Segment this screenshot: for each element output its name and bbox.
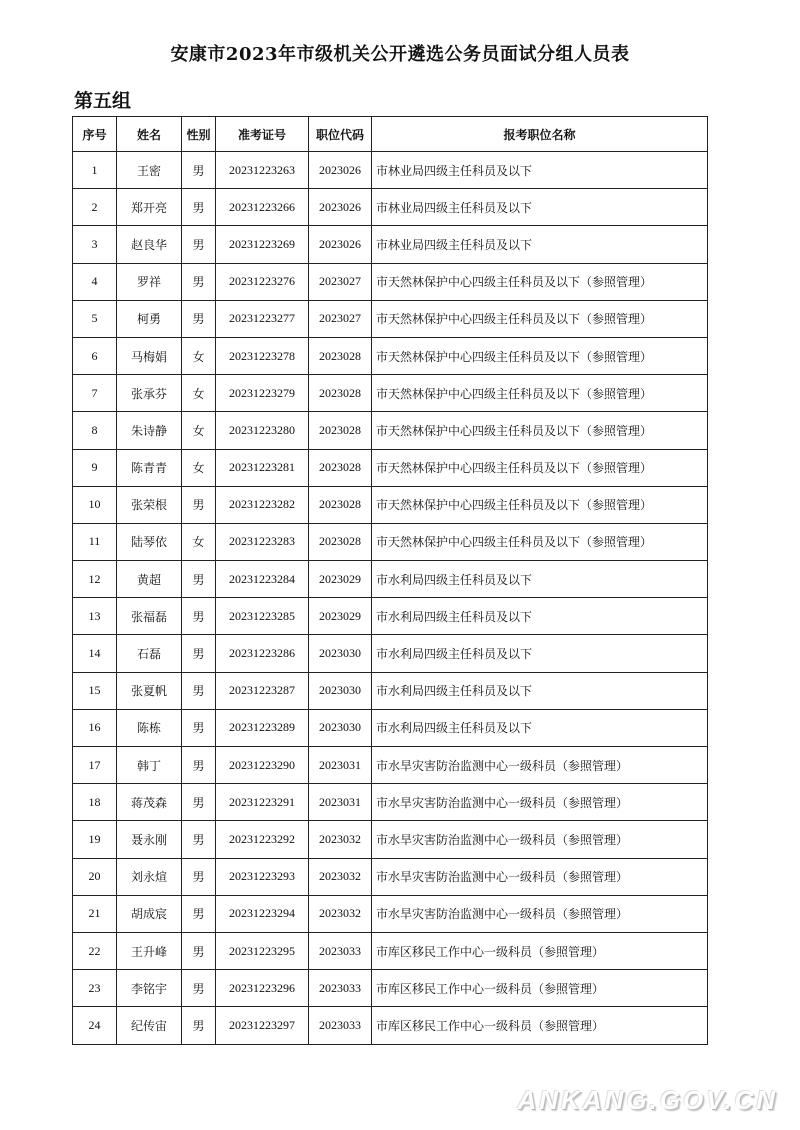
cell-index: 16	[73, 709, 117, 746]
cell-name: 张承芬	[117, 375, 182, 412]
cell-exam-id: 20231223294	[216, 895, 309, 932]
cell-position-name: 市天然林保护中心四级主任科员及以下（参照管理）	[372, 263, 708, 300]
cell-exam-id: 20231223266	[216, 189, 309, 226]
cell-gender: 男	[182, 932, 216, 969]
cell-gender: 男	[182, 635, 216, 672]
cell-index: 1	[73, 152, 117, 189]
cell-position-name: 市库区移民工作中心一级科员（参照管理）	[372, 1007, 708, 1044]
cell-index: 20	[73, 858, 117, 895]
cell-exam-id: 20231223263	[216, 152, 309, 189]
header-index: 序号	[73, 117, 117, 152]
cell-position-name: 市水旱灾害防治监测中心一级科员（参照管理）	[372, 821, 708, 858]
table-row	[73, 337, 708, 374]
cell-position-code: 2023028	[309, 375, 372, 412]
cell-name: 张夏帆	[117, 672, 182, 709]
cell-name: 王升峰	[117, 932, 182, 969]
cell-position-name: 市库区移民工作中心一级科员（参照管理）	[372, 932, 708, 969]
cell-exam-id: 20231223282	[216, 486, 309, 523]
cell-position-code: 2023028	[309, 412, 372, 449]
cell-position-code: 2023028	[309, 337, 372, 374]
cell-exam-id: 20231223287	[216, 672, 309, 709]
cell-index: 22	[73, 932, 117, 969]
cell-position-code: 2023032	[309, 858, 372, 895]
cell-name: 蒋茂森	[117, 784, 182, 821]
cell-gender: 男	[182, 970, 216, 1007]
table-row	[73, 747, 708, 784]
cell-gender: 男	[182, 895, 216, 932]
table-row	[73, 226, 708, 263]
table-body	[73, 152, 708, 1045]
header-name: 姓名	[117, 117, 182, 152]
cell-gender: 女	[182, 337, 216, 374]
cell-index: 21	[73, 895, 117, 932]
cell-name: 王密	[117, 152, 182, 189]
cell-index: 9	[73, 449, 117, 486]
cell-gender: 男	[182, 189, 216, 226]
cell-name: 陈栋	[117, 709, 182, 746]
cell-name: 韩丁	[117, 747, 182, 784]
page-title: 安康市2023年市级机关公开遴选公务员面试分组人员表	[170, 44, 630, 65]
cell-name: 赵良华	[117, 226, 182, 263]
cell-name: 胡成宸	[117, 895, 182, 932]
cell-gender: 男	[182, 1007, 216, 1044]
cell-name: 黄超	[117, 561, 182, 598]
table-row	[73, 300, 708, 337]
table-row	[73, 486, 708, 523]
cell-exam-id: 20231223291	[216, 784, 309, 821]
table-row	[73, 523, 708, 560]
cell-index: 5	[73, 300, 117, 337]
table-row	[73, 263, 708, 300]
cell-exam-id: 20231223277	[216, 300, 309, 337]
cell-exam-id: 20231223285	[216, 598, 309, 635]
cell-gender: 男	[182, 561, 216, 598]
table-row	[73, 709, 708, 746]
cell-exam-id: 20231223269	[216, 226, 309, 263]
table-row	[73, 932, 708, 969]
cell-name: 马梅娟	[117, 337, 182, 374]
cell-position-name: 市水利局四级主任科员及以下	[372, 598, 708, 635]
cell-exam-id: 20231223276	[216, 263, 309, 300]
cell-name: 石磊	[117, 635, 182, 672]
cell-name: 陆琴依	[117, 523, 182, 560]
cell-name: 罗祥	[117, 263, 182, 300]
cell-gender: 男	[182, 598, 216, 635]
cell-position-code: 2023032	[309, 821, 372, 858]
group-heading: 第五组	[74, 90, 132, 112]
cell-gender: 男	[182, 486, 216, 523]
cell-position-name: 市水旱灾害防治监测中心一级科员（参照管理）	[372, 747, 708, 784]
cell-position-name: 市水利局四级主任科员及以下	[372, 672, 708, 709]
cell-position-code: 2023030	[309, 672, 372, 709]
cell-exam-id: 20231223283	[216, 523, 309, 560]
cell-gender: 男	[182, 821, 216, 858]
cell-gender: 男	[182, 709, 216, 746]
cell-position-code: 2023030	[309, 709, 372, 746]
cell-gender: 男	[182, 784, 216, 821]
table-row	[73, 375, 708, 412]
cell-position-code: 2023026	[309, 152, 372, 189]
cell-gender: 女	[182, 375, 216, 412]
cell-position-name: 市水旱灾害防治监测中心一级科员（参照管理）	[372, 895, 708, 932]
table-row	[73, 858, 708, 895]
cell-name: 张福磊	[117, 598, 182, 635]
table-row	[73, 784, 708, 821]
cell-exam-id: 20231223297	[216, 1007, 309, 1044]
cell-position-name: 市水旱灾害防治监测中心一级科员（参照管理）	[372, 784, 708, 821]
cell-position-code: 2023026	[309, 189, 372, 226]
header-position-code: 职位代码	[309, 117, 372, 152]
cell-position-code: 2023028	[309, 486, 372, 523]
cell-gender: 男	[182, 747, 216, 784]
personnel-table	[72, 116, 708, 1045]
cell-position-code: 2023029	[309, 598, 372, 635]
cell-gender: 男	[182, 672, 216, 709]
cell-position-code: 2023027	[309, 263, 372, 300]
cell-index: 11	[73, 523, 117, 560]
cell-index: 23	[73, 970, 117, 1007]
cell-position-name: 市天然林保护中心四级主任科员及以下（参照管理）	[372, 486, 708, 523]
cell-index: 2	[73, 189, 117, 226]
cell-position-name: 市天然林保护中心四级主任科员及以下（参照管理）	[372, 449, 708, 486]
cell-exam-id: 20231223289	[216, 709, 309, 746]
cell-exam-id: 20231223295	[216, 932, 309, 969]
table-row	[73, 598, 708, 635]
cell-index: 17	[73, 747, 117, 784]
cell-position-code: 2023033	[309, 1007, 372, 1044]
table-row	[73, 189, 708, 226]
cell-gender: 女	[182, 523, 216, 560]
cell-position-name: 市水旱灾害防治监测中心一级科员（参照管理）	[372, 858, 708, 895]
cell-name: 纪传宙	[117, 1007, 182, 1044]
cell-exam-id: 20231223292	[216, 821, 309, 858]
cell-index: 10	[73, 486, 117, 523]
cell-gender: 女	[182, 412, 216, 449]
cell-name: 陈青青	[117, 449, 182, 486]
cell-position-name: 市天然林保护中心四级主任科员及以下（参照管理）	[372, 412, 708, 449]
cell-position-name: 市天然林保护中心四级主任科员及以下（参照管理）	[372, 375, 708, 412]
cell-position-name: 市林业局四级主任科员及以下	[372, 189, 708, 226]
cell-exam-id: 20231223296	[216, 970, 309, 1007]
cell-position-code: 2023028	[309, 523, 372, 560]
table-row	[73, 672, 708, 709]
cell-index: 7	[73, 375, 117, 412]
cell-exam-id: 20231223280	[216, 412, 309, 449]
cell-exam-id: 20231223284	[216, 561, 309, 598]
cell-exam-id: 20231223286	[216, 635, 309, 672]
cell-position-name: 市库区移民工作中心一级科员（参照管理）	[372, 970, 708, 1007]
cell-gender: 男	[182, 300, 216, 337]
cell-exam-id: 20231223290	[216, 747, 309, 784]
table-row	[73, 449, 708, 486]
cell-gender: 男	[182, 152, 216, 189]
cell-position-name: 市林业局四级主任科员及以下	[372, 152, 708, 189]
cell-position-name: 市水利局四级主任科员及以下	[372, 709, 708, 746]
cell-name: 朱诗静	[117, 412, 182, 449]
cell-exam-id: 20231223293	[216, 858, 309, 895]
cell-exam-id: 20231223281	[216, 449, 309, 486]
cell-index: 3	[73, 226, 117, 263]
cell-position-code: 2023031	[309, 747, 372, 784]
cell-name: 郑开亮	[117, 189, 182, 226]
cell-position-name: 市天然林保护中心四级主任科员及以下（参照管理）	[372, 523, 708, 560]
cell-position-code: 2023031	[309, 784, 372, 821]
cell-index: 13	[73, 598, 117, 635]
cell-position-code: 2023032	[309, 895, 372, 932]
cell-position-name: 市天然林保护中心四级主任科员及以下（参照管理）	[372, 300, 708, 337]
site-watermark: ANKANG.GOV.CN	[517, 1085, 778, 1115]
cell-name: 柯勇	[117, 300, 182, 337]
cell-gender: 男	[182, 858, 216, 895]
cell-index: 4	[73, 263, 117, 300]
header-exam-id: 准考证号	[216, 117, 309, 152]
table-row	[73, 895, 708, 932]
cell-index: 12	[73, 561, 117, 598]
cell-gender: 男	[182, 226, 216, 263]
header-position-name: 报考职位名称	[372, 117, 708, 152]
cell-gender: 女	[182, 449, 216, 486]
cell-position-name: 市水利局四级主任科员及以下	[372, 561, 708, 598]
cell-index: 24	[73, 1007, 117, 1044]
cell-index: 14	[73, 635, 117, 672]
cell-position-code: 2023033	[309, 970, 372, 1007]
cell-position-code: 2023029	[309, 561, 372, 598]
cell-position-code: 2023026	[309, 226, 372, 263]
cell-index: 8	[73, 412, 117, 449]
cell-index: 19	[73, 821, 117, 858]
cell-position-code: 2023030	[309, 635, 372, 672]
table-row	[73, 635, 708, 672]
table-row	[73, 561, 708, 598]
cell-position-name: 市水利局四级主任科员及以下	[372, 635, 708, 672]
table-row	[73, 821, 708, 858]
cell-position-name: 市天然林保护中心四级主任科员及以下（参照管理）	[372, 337, 708, 374]
cell-name: 刘永煊	[117, 858, 182, 895]
cell-index: 18	[73, 784, 117, 821]
table-row	[73, 152, 708, 189]
cell-exam-id: 20231223278	[216, 337, 309, 374]
cell-gender: 男	[182, 263, 216, 300]
cell-name: 张荣根	[117, 486, 182, 523]
table-row	[73, 412, 708, 449]
table-row	[73, 970, 708, 1007]
cell-index: 15	[73, 672, 117, 709]
header-gender: 性别	[182, 117, 216, 152]
cell-name: 李铭宇	[117, 970, 182, 1007]
cell-position-code: 2023028	[309, 449, 372, 486]
cell-name: 聂永刚	[117, 821, 182, 858]
cell-position-code: 2023027	[309, 300, 372, 337]
table-row	[73, 1007, 708, 1044]
table-header-row	[73, 117, 708, 152]
cell-position-code: 2023033	[309, 932, 372, 969]
cell-position-name: 市林业局四级主任科员及以下	[372, 226, 708, 263]
cell-index: 6	[73, 337, 117, 374]
cell-exam-id: 20231223279	[216, 375, 309, 412]
